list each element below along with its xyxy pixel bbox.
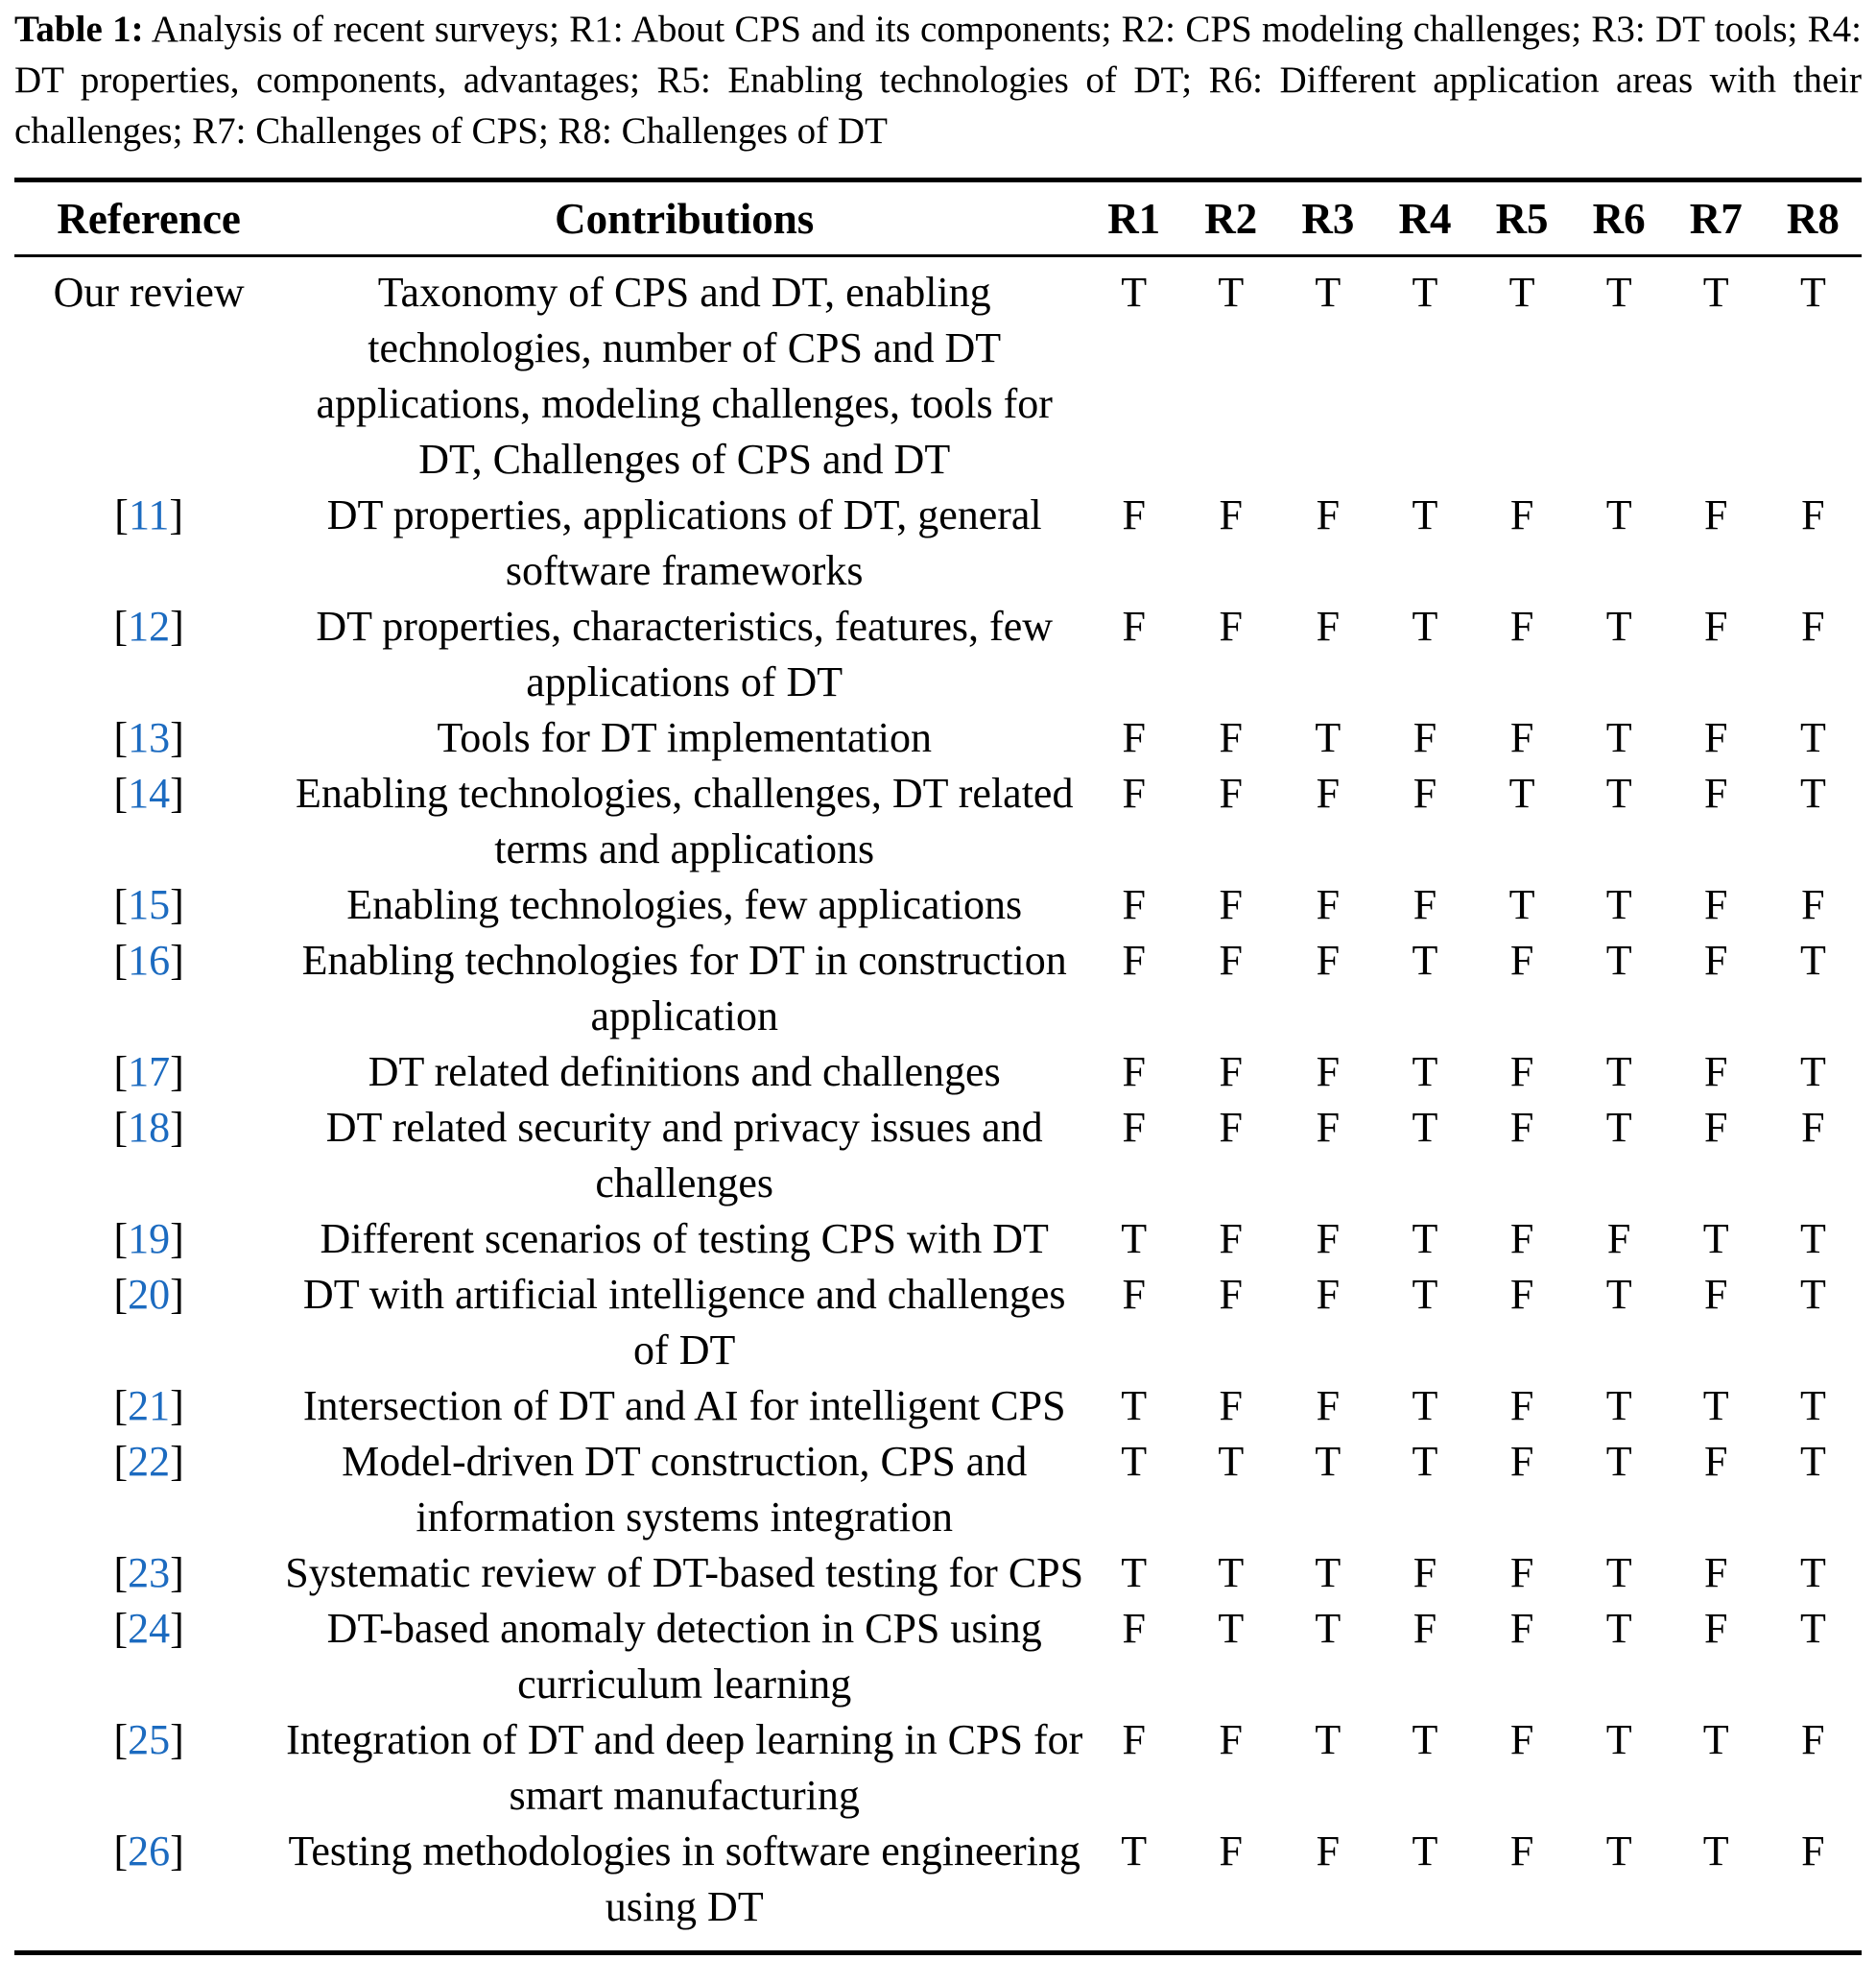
value-cell-r8: T (1799, 1438, 1826, 1485)
value-cell-r1: F (1122, 770, 1146, 817)
value-cell-r1: F (1122, 937, 1146, 984)
value-cell-r3: F (1316, 603, 1341, 650)
value-cell-r8: T (1799, 1048, 1826, 1095)
value-cell-r3: T (1315, 1549, 1342, 1596)
reference-cell (14, 488, 283, 599)
value-cell-r3: F (1316, 1104, 1341, 1151)
reference-cell (14, 710, 283, 766)
value-cell-r3: F (1316, 937, 1341, 984)
value-cell-r6: T (1605, 269, 1632, 316)
value-cell-r1: T (1121, 1382, 1148, 1429)
table-row (14, 1601, 1862, 1712)
value-cell-r4: T (1412, 937, 1438, 984)
value-cell-r6: T (1605, 603, 1632, 650)
citation-bracket-open: [ (113, 1605, 129, 1652)
value-cell-r3: T (1315, 714, 1342, 761)
value-cell-r8: T (1799, 770, 1826, 817)
citation-bracket-close: ] (170, 1549, 184, 1596)
value-cell-r7: F (1704, 491, 1728, 538)
contribution-cell: Enabling technologies, challenges, DT related terms and applications (295, 770, 1074, 872)
citation-bracket-open: [ (113, 881, 129, 928)
contribution-cell: Different scenarios of testing CPS with DT (320, 1215, 1049, 1262)
citation-bracket-open: [ (113, 1438, 129, 1485)
table-row (14, 1378, 1862, 1434)
value-cell-r7: T (1702, 269, 1729, 316)
value-cell-r1: F (1122, 1048, 1146, 1095)
table-caption (14, 4, 1862, 156)
value-cell-r2: F (1219, 491, 1244, 538)
value-cell-r8: F (1801, 1716, 1825, 1763)
value-cell-r3: F (1316, 1828, 1341, 1875)
citation-bracket-close: ] (170, 1382, 184, 1429)
col-header-contributions: Contributions (283, 180, 1085, 256)
value-cell-r5: T (1508, 269, 1535, 316)
value-cell-r4: F (1413, 1605, 1437, 1652)
value-cell-r5: F (1509, 1104, 1534, 1151)
caption-label: Table 1: (14, 9, 144, 50)
col-header-reference: Reference (14, 180, 283, 256)
value-cell-r8: T (1799, 714, 1826, 761)
value-cell-r7: T (1702, 1215, 1729, 1262)
value-cell-r4: T (1412, 1716, 1438, 1763)
value-cell-r5: F (1509, 603, 1534, 650)
value-cell-r2: F (1219, 1716, 1244, 1763)
value-cell-r4: T (1412, 1271, 1438, 1318)
value-cell-r6: T (1605, 1382, 1632, 1429)
value-cell-r7: F (1704, 881, 1728, 928)
citation-link[interactable]: 24 (128, 1605, 171, 1652)
citation-link[interactable]: 12 (128, 603, 171, 650)
value-cell-r2: F (1219, 1382, 1244, 1429)
value-cell-r8: T (1799, 1605, 1826, 1652)
value-cell-r7: F (1704, 937, 1728, 984)
citation-bracket-open: [ (113, 770, 129, 817)
value-cell-r1: T (1121, 269, 1148, 316)
value-cell-r7: F (1704, 1605, 1728, 1652)
citation-link[interactable]: 16 (128, 937, 171, 984)
value-cell-r5: F (1509, 714, 1534, 761)
value-cell-r7: T (1702, 1828, 1729, 1875)
value-cell-r5: F (1509, 1382, 1534, 1429)
value-cell-r5: T (1508, 881, 1535, 928)
value-cell-r1: T (1121, 1828, 1148, 1875)
citation-bracket-close: ] (170, 1048, 184, 1095)
citation-bracket-open: [ (113, 1549, 129, 1596)
value-cell-r7: T (1702, 1382, 1729, 1429)
value-cell-r3: T (1315, 269, 1342, 316)
table-row (14, 1712, 1862, 1824)
value-cell-r3: T (1315, 1438, 1342, 1485)
value-cell-r5: F (1509, 1605, 1534, 1652)
value-cell-r6: T (1605, 1716, 1632, 1763)
value-cell-r1: F (1122, 881, 1146, 928)
reference-cell (14, 1545, 283, 1601)
reference-cell (14, 1434, 283, 1545)
value-cell-r4: T (1412, 603, 1438, 650)
citation-link[interactable]: 20 (128, 1271, 171, 1318)
reference-cell (14, 877, 283, 933)
citation-link[interactable]: 18 (128, 1104, 171, 1151)
value-cell-r1: F (1122, 1716, 1146, 1763)
value-cell-r1: F (1122, 1104, 1146, 1151)
value-cell-r2: T (1218, 1438, 1245, 1485)
citation-bracket-open: [ (113, 1382, 129, 1429)
value-cell-r8: T (1799, 937, 1826, 984)
value-cell-r7: F (1704, 1271, 1728, 1318)
value-cell-r1: F (1122, 603, 1146, 650)
value-cell-r2: T (1218, 1605, 1245, 1652)
citation-link[interactable]: 15 (128, 881, 171, 928)
citation-bracket-close: ] (170, 881, 184, 928)
citation-bracket-open: [ (113, 1828, 129, 1875)
table-row (14, 488, 1862, 599)
table-row (14, 256, 1862, 489)
citation-bracket-close: ] (170, 1215, 184, 1262)
value-cell-r4: T (1412, 269, 1438, 316)
reference-cell (14, 1712, 283, 1824)
value-cell-r4: F (1413, 1549, 1437, 1596)
citation-bracket-close: ] (170, 714, 184, 761)
contribution-cell: Integration of DT and deep learning in CPS for smart manufacturing (286, 1716, 1083, 1819)
citation-bracket-close: ] (170, 603, 184, 650)
value-cell-r3: F (1316, 770, 1341, 817)
table-row (14, 933, 1862, 1044)
citation-link[interactable]: 14 (128, 770, 171, 817)
value-cell-r2: T (1218, 1549, 1245, 1596)
citation-bracket-close: ] (170, 1716, 184, 1763)
citation-bracket-open: [ (113, 1104, 129, 1151)
contribution-cell: Systematic review of DT-based testing for CPS (285, 1549, 1084, 1596)
value-cell-r7: F (1704, 603, 1728, 650)
value-cell-r2: F (1219, 770, 1244, 817)
contribution-cell: Taxonomy of CPS and DT, enabling technologies, number of CPS and DT applications, modeling challenges, tools for DT, Challenges of CPS and DT (316, 269, 1053, 483)
value-cell-r7: F (1704, 770, 1728, 817)
citation-link[interactable]: 11 (128, 491, 170, 538)
contribution-cell: DT properties, characteristics, features, few applications of DT (316, 603, 1054, 705)
value-cell-r5: T (1508, 770, 1535, 817)
value-cell-r1: T (1121, 1438, 1148, 1485)
col-header-r1: R1 (1085, 180, 1182, 256)
reference-cell (14, 1211, 283, 1267)
contribution-cell: DT properties, applications of DT, general software frameworks (326, 491, 1042, 594)
value-cell-r6: T (1605, 1048, 1632, 1095)
surveys-table (14, 178, 1862, 1955)
value-cell-r2: F (1219, 1828, 1244, 1875)
table-row (14, 1267, 1862, 1378)
citation-bracket-close: ] (170, 1605, 184, 1652)
value-cell-r3: F (1316, 1382, 1341, 1429)
citation-bracket-close: ] (170, 1104, 184, 1151)
value-cell-r6: T (1605, 1605, 1632, 1652)
value-cell-r3: F (1316, 1271, 1341, 1318)
col-header-r7: R7 (1668, 180, 1765, 256)
value-cell-r6: T (1605, 1549, 1632, 1596)
citation-link[interactable]: 21 (128, 1382, 171, 1429)
value-cell-r6: T (1605, 1271, 1632, 1318)
value-cell-r6: T (1605, 491, 1632, 538)
citation-bracket-open: [ (113, 1048, 129, 1095)
reference-label: Our review (53, 269, 245, 316)
value-cell-r8: T (1799, 269, 1826, 316)
citation-bracket-open: [ (113, 1716, 129, 1763)
value-cell-r3: T (1315, 1716, 1342, 1763)
reference-cell (14, 599, 283, 710)
table-row (14, 1044, 1862, 1100)
value-cell-r5: F (1509, 491, 1534, 538)
value-cell-r8: F (1801, 1828, 1825, 1875)
reference-cell (14, 1267, 283, 1378)
value-cell-r2: F (1219, 1104, 1244, 1151)
value-cell-r1: F (1122, 1271, 1146, 1318)
col-header-r8: R8 (1765, 180, 1862, 256)
value-cell-r5: F (1509, 937, 1534, 984)
citation-link[interactable]: 17 (128, 1048, 171, 1095)
value-cell-r6: T (1605, 1104, 1632, 1151)
value-cell-r2: T (1218, 269, 1245, 316)
contribution-cell: DT related definitions and challenges (368, 1048, 1001, 1095)
citation-bracket-open: [ (113, 714, 129, 761)
citation-bracket-close: ] (170, 1271, 184, 1318)
reference-cell (14, 1601, 283, 1712)
value-cell-r8: F (1801, 1104, 1825, 1151)
table-row (14, 877, 1862, 933)
value-cell-r6: T (1605, 937, 1632, 984)
value-cell-r4: T (1412, 1438, 1438, 1485)
reference-cell (14, 1100, 283, 1211)
value-cell-r7: F (1704, 1048, 1728, 1095)
value-cell-r4: T (1412, 1828, 1438, 1875)
citation-link[interactable]: 23 (128, 1549, 171, 1596)
value-cell-r1: T (1121, 1215, 1148, 1262)
citation-bracket-close: ] (170, 1828, 184, 1875)
citation-bracket-open: [ (113, 1271, 129, 1318)
value-cell-r2: F (1219, 603, 1244, 650)
reference-cell (14, 1378, 283, 1434)
value-cell-r3: T (1315, 1605, 1342, 1652)
contribution-cell: Enabling technologies for DT in construction application (301, 937, 1067, 1039)
reference-cell (14, 933, 283, 1044)
value-cell-r6: T (1605, 770, 1632, 817)
col-header-r4: R4 (1376, 180, 1473, 256)
table-row (14, 1824, 1862, 1953)
col-header-r2: R2 (1182, 180, 1279, 256)
reference-cell (14, 766, 283, 877)
citation-link[interactable]: 26 (128, 1828, 171, 1875)
value-cell-r2: F (1219, 937, 1244, 984)
table-row (14, 1100, 1862, 1211)
value-cell-r8: F (1801, 491, 1825, 538)
col-header-r6: R6 (1571, 180, 1668, 256)
contribution-cell: DT-based anomaly detection in CPS using curriculum learning (326, 1605, 1042, 1708)
value-cell-r2: F (1219, 881, 1244, 928)
value-cell-r2: F (1219, 1048, 1244, 1095)
value-cell-r1: T (1121, 1549, 1148, 1596)
value-cell-r7: F (1704, 1104, 1728, 1151)
value-cell-r6: T (1605, 1828, 1632, 1875)
value-cell-r5: F (1509, 1549, 1534, 1596)
reference-cell (14, 1824, 283, 1953)
value-cell-r6: T (1605, 881, 1632, 928)
value-cell-r6: T (1605, 1438, 1632, 1485)
citation-bracket-close: ] (170, 937, 184, 984)
value-cell-r1: F (1122, 714, 1146, 761)
value-cell-r5: F (1509, 1828, 1534, 1875)
contribution-cell: DT related security and privacy issues and challenges (325, 1104, 1043, 1207)
citation-bracket-close: ] (169, 491, 183, 538)
contribution-cell: Model-driven DT construction, CPS and information systems integration (342, 1438, 1028, 1541)
value-cell-r3: F (1316, 491, 1341, 538)
table-row (14, 1211, 1862, 1267)
citation-bracket-close: ] (170, 770, 184, 817)
value-cell-r4: T (1412, 1215, 1438, 1262)
value-cell-r4: F (1413, 714, 1437, 761)
value-cell-r2: F (1219, 1215, 1244, 1262)
contribution-cell: Tools for DT implementation (437, 714, 932, 761)
value-cell-r5: F (1509, 1048, 1534, 1095)
value-cell-r5: F (1509, 1716, 1534, 1763)
citation-link[interactable]: 13 (128, 714, 171, 761)
value-cell-r4: F (1413, 881, 1437, 928)
value-cell-r2: F (1219, 1271, 1244, 1318)
contribution-cell: Intersection of DT and AI for intelligent CPS (302, 1382, 1066, 1429)
value-cell-r8: F (1801, 881, 1825, 928)
header-row (14, 180, 1862, 256)
value-cell-r4: T (1412, 491, 1438, 538)
contribution-cell: Enabling technologies, few applications (346, 881, 1023, 928)
value-cell-r2: F (1219, 714, 1244, 761)
value-cell-r7: T (1702, 1716, 1729, 1763)
value-cell-r1: F (1122, 1605, 1146, 1652)
value-cell-r5: F (1509, 1215, 1534, 1262)
reference-cell (14, 256, 283, 489)
table-row (14, 766, 1862, 877)
value-cell-r8: T (1799, 1549, 1826, 1596)
citation-bracket-open: [ (113, 937, 129, 984)
value-cell-r7: F (1704, 714, 1728, 761)
value-cell-r3: F (1316, 881, 1341, 928)
citation-bracket-open: [ (113, 1215, 129, 1262)
value-cell-r8: T (1799, 1215, 1826, 1262)
value-cell-r8: T (1799, 1271, 1826, 1318)
citation-bracket-open: [ (113, 603, 129, 650)
citation-link[interactable]: 25 (128, 1716, 171, 1763)
value-cell-r7: F (1704, 1549, 1728, 1596)
value-cell-r8: T (1799, 1382, 1826, 1429)
caption-text: Analysis of recent surveys; R1: About CPS and its components; R2: CPS modeling challenges; R3: DT tools; R4: DT properties, components, advantages; R5: Enabling technologies of DT; R6: Different application areas with their challenges; R7: Challenges of CPS; R8: Challenges of DT (14, 9, 1862, 152)
reference-cell (14, 1044, 283, 1100)
value-cell-r4: T (1412, 1382, 1438, 1429)
contribution-cell: DT with artificial intelligence and challenges of DT (302, 1271, 1066, 1374)
col-header-r3: R3 (1279, 180, 1376, 256)
value-cell-r5: F (1509, 1271, 1534, 1318)
contribution-cell: Testing methodologies in software engineering using DT (288, 1828, 1080, 1930)
citation-bracket-open: [ (114, 491, 129, 538)
value-cell-r6: T (1605, 714, 1632, 761)
value-cell-r7: F (1704, 1438, 1728, 1485)
table-row (14, 599, 1862, 710)
table-row (14, 710, 1862, 766)
value-cell-r1: F (1122, 491, 1146, 538)
value-cell-r4: T (1412, 1048, 1438, 1095)
value-cell-r3: F (1316, 1215, 1341, 1262)
value-cell-r6: F (1606, 1215, 1631, 1262)
value-cell-r5: F (1509, 1438, 1534, 1485)
citation-bracket-close: ] (170, 1438, 184, 1485)
col-header-r5: R5 (1474, 180, 1571, 256)
table-row (14, 1545, 1862, 1601)
citation-link[interactable]: 19 (128, 1215, 171, 1262)
table-row (14, 1434, 1862, 1545)
value-cell-r8: F (1801, 603, 1825, 650)
value-cell-r4: T (1412, 1104, 1438, 1151)
value-cell-r4: F (1413, 770, 1437, 817)
citation-link[interactable]: 22 (128, 1438, 171, 1485)
value-cell-r3: F (1316, 1048, 1341, 1095)
